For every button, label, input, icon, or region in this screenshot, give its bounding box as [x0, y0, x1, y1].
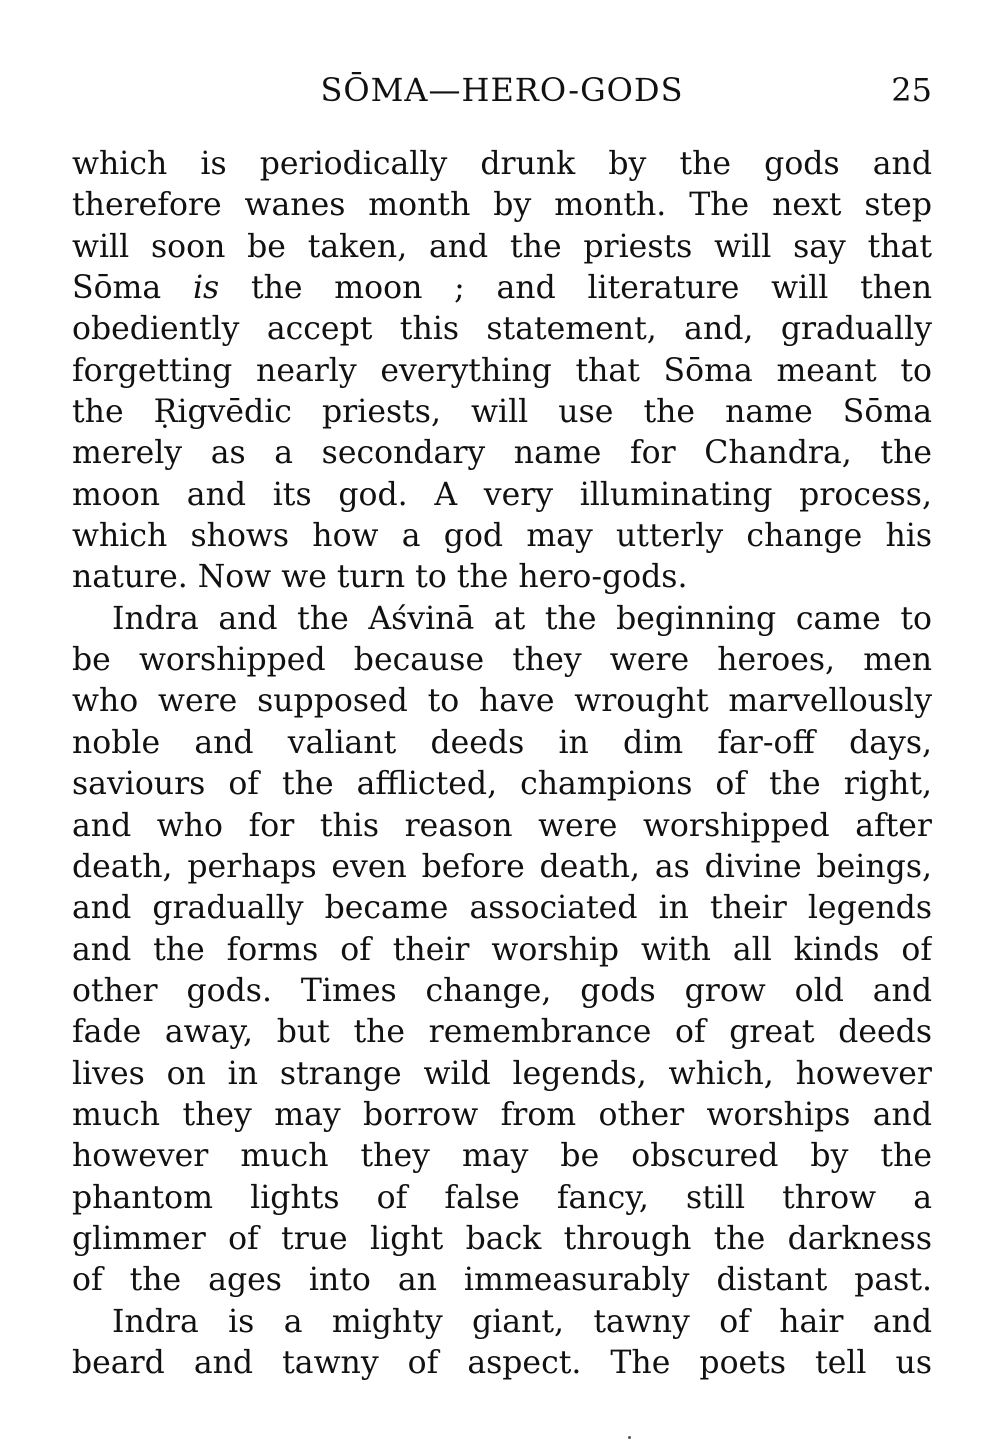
text-line: forgetting nearly everything that Sōma meant to	[72, 352, 932, 389]
page-number: 25	[891, 71, 932, 109]
paragraph-start-line: Indra and the Aśvinā at the beginning came to	[112, 600, 932, 637]
text-line: however much they may be obscured by the	[72, 1138, 932, 1175]
text-line: and gradually became associated in their legends	[72, 890, 932, 927]
text-line: therefore wanes month by month. The next step	[72, 187, 932, 224]
paragraph-start-line: Indra is a mighty giant, tawny of hair and	[112, 1303, 932, 1340]
text-line: lives on in strange wild legends, which, however	[72, 1055, 932, 1092]
text-line: which is periodically drunk by the gods and	[72, 146, 932, 182]
text-line: and the forms of their worship with all kinds of	[72, 931, 932, 968]
text-line: will soon be taken, and the priests will say that	[72, 228, 932, 265]
text-line: phantom lights of false fancy, still throw a	[72, 1179, 932, 1216]
text-fragment: the moon ; and literature will then	[219, 270, 932, 307]
text-line: obediently accept this statement, and, gradually	[72, 311, 932, 348]
text-line: much they may borrow from other worships and	[72, 1096, 932, 1133]
text-line: noble and valiant deeds in dim far-off days,	[72, 724, 932, 761]
running-title: SŌMA—HERO-GODS	[320, 71, 684, 109]
text-line: the Ṛigvēdic priests, will use the name Sōma	[72, 394, 932, 431]
print-speck	[628, 1436, 631, 1439]
text-line: saviours of the afflicted, champions of the right,	[72, 766, 932, 803]
text-line: merely as a secondary name for Chandra, the	[72, 435, 932, 472]
italic-word: is	[192, 270, 220, 307]
text-line: and who for this reason were worshipped after	[72, 807, 932, 844]
text-line: who were supposed to have wrought marvellously	[72, 683, 932, 720]
text-line: be worshipped because they were heroes, men	[72, 642, 932, 679]
text-line: death, perhaps even before death, as divine beings,	[72, 848, 932, 885]
text-line	[72, 268, 932, 309]
text-line: moon and its god. A very illuminating process,	[72, 476, 932, 513]
running-head	[72, 68, 932, 112]
body-text	[72, 144, 932, 1384]
paragraph-end-line: nature. Now we turn to the hero-gods.	[72, 559, 688, 596]
text-fragment: Sōma	[72, 270, 193, 307]
paragraph-end-line: of the ages into an immeasurably distant past.	[72, 1262, 932, 1299]
text-line: other gods. Times change, gods grow old and	[72, 972, 932, 1009]
text-line: which shows how a god may utterly change his	[72, 518, 932, 555]
text-line: fade away, but the remembrance of great deeds	[72, 1014, 932, 1051]
text-line: beard and tawny of aspect. The poets tell us	[72, 1344, 932, 1381]
text-line: glimmer of true light back through the darkness	[72, 1220, 932, 1257]
